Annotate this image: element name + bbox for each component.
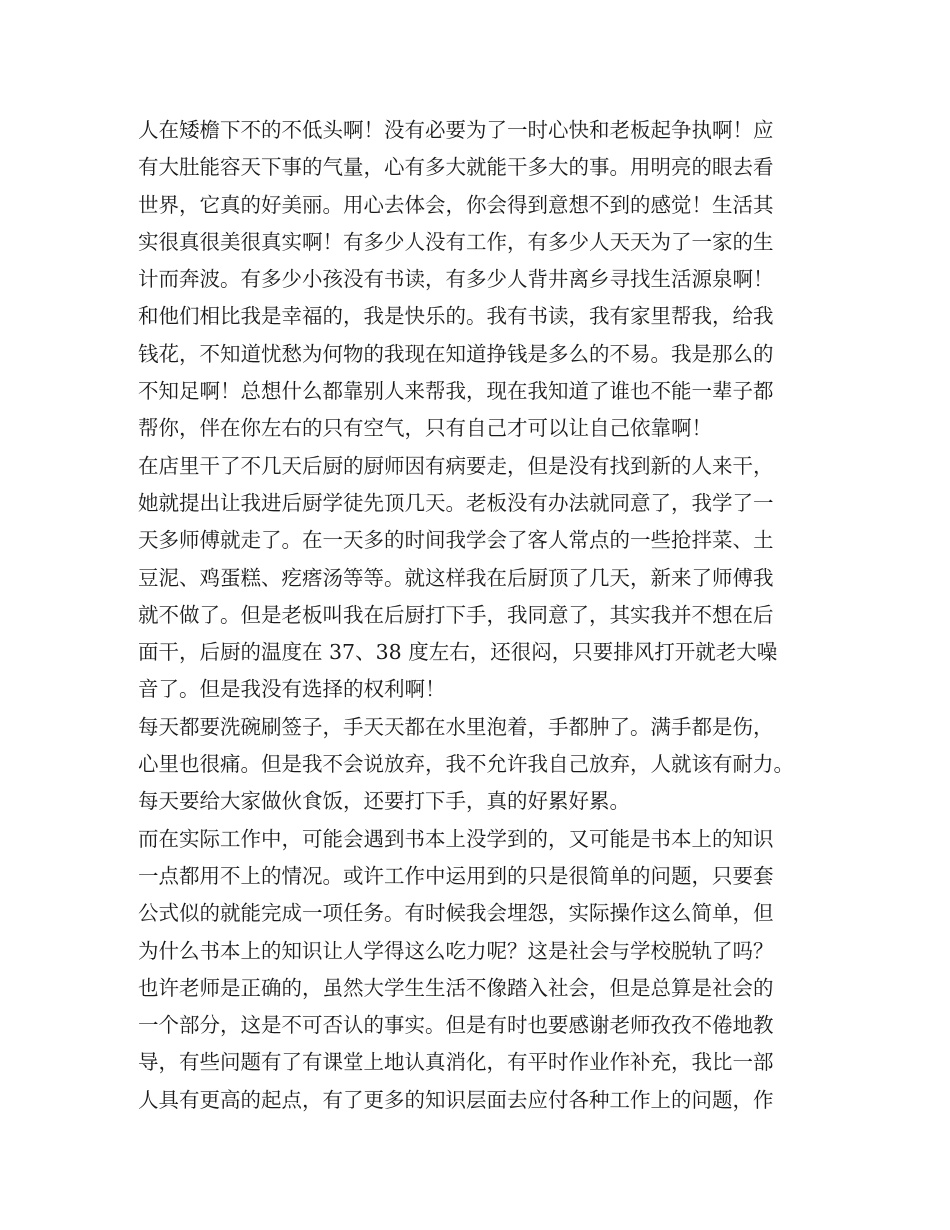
text-line: 导，有些问题有了有课堂上地认真消化，有平时作业作补充，我比一部	[138, 1050, 774, 1075]
text-line: 豆泥、鸡蛋糕、疙瘩汤等等。就这样我在后厨顶了几天，新来了师傅我	[138, 565, 774, 590]
text-line: 每天都要洗碗刷签子，手天天都在水里泡着，手都肿了。满手都是伤，	[138, 714, 774, 739]
text-line: 有大肚能容天下事的气量，心有多大就能干多大的事。用明亮的眼去看	[138, 155, 774, 180]
text-line: 天多师傅就走了。在一天多的时间我学会了客人常点的一些抢拌菜、土	[138, 528, 774, 553]
text-line: 和他们相比我是幸福的，我是快乐的。我有书读，我有家里帮我，给我	[138, 304, 774, 329]
text-line: 也许老师是正确的，虽然大学生生活不像踏入社会，但是总算是社会的	[138, 975, 774, 1000]
text-line: 计而奔波。有多少小孩没有书读，有多少人背井离乡寻找生活源泉啊！	[138, 267, 774, 292]
text-line: 每天要给大家做伙食饭，还要打下手，真的好累好累。	[138, 789, 630, 814]
text-line: 为什么书本上的知识让人学得这么吃力呢？这是社会与学校脱轨了吗？	[138, 938, 774, 963]
text-line: 帮你，伴在你左右的只有空气，只有自己才可以让自己依靠啊！	[138, 416, 712, 441]
text-line: 世界，它真的好美丽。用心去体会，你会得到意想不到的感觉！生活其	[138, 192, 774, 217]
text-line: 人具有更高的起点，有了更多的知识层面去应付各种工作上的问题，作	[138, 1087, 774, 1112]
text-line: 人在矮檐下不的不低头啊！没有必要为了一时心快和老板起争执啊！应	[138, 118, 774, 142]
text-line: 实很真很美很真实啊！有多少人没有工作，有多少人天天为了一家的生	[138, 229, 774, 254]
text-line: 面干，后厨的温度在 37、38 度左右，还很闷，只要排风打开就老大噪	[138, 640, 778, 665]
text-line: 钱花，不知道忧愁为何物的我现在知道挣钱是多么的不易。我是那么的	[138, 341, 774, 366]
text-line: 在店里干了不几天后厨的厨师因有病要走，但是没有找到新的人来干，	[138, 453, 774, 478]
text-line: 就不做了。但是老板叫我在后厨打下手，我同意了，其实我并不想在后	[138, 602, 774, 627]
text-line: 她就提出让我进后厨学徒先顶几天。老板没有办法就同意了，我学了一	[138, 490, 774, 515]
text-line: 一点都用不上的情况。或许工作中运用到的只是很简单的问题，只要套	[138, 863, 774, 888]
text-line: 而在实际工作中，可能会遇到书本上没学到的，又可能是书本上的知识	[138, 826, 774, 851]
text-line: 心里也很痛。但是我不会说放弃，我不允许我自己放弃，人就该有耐力。	[138, 752, 794, 777]
text-line: 一个部分，这是不可否认的事实。但是有时也要感谢老师孜孜不倦地教	[138, 1013, 774, 1038]
text-line: 音了。但是我没有选择的权利啊！	[138, 677, 446, 702]
text-line: 不知足啊！总想什么都靠别人来帮我，现在我知道了谁也不能一辈子都	[138, 379, 774, 404]
document-body-text	[138, 112, 838, 1119]
text-line: 公式似的就能完成一项任务。有时候我会埋怨，实际操作这么简单，但	[138, 901, 774, 926]
